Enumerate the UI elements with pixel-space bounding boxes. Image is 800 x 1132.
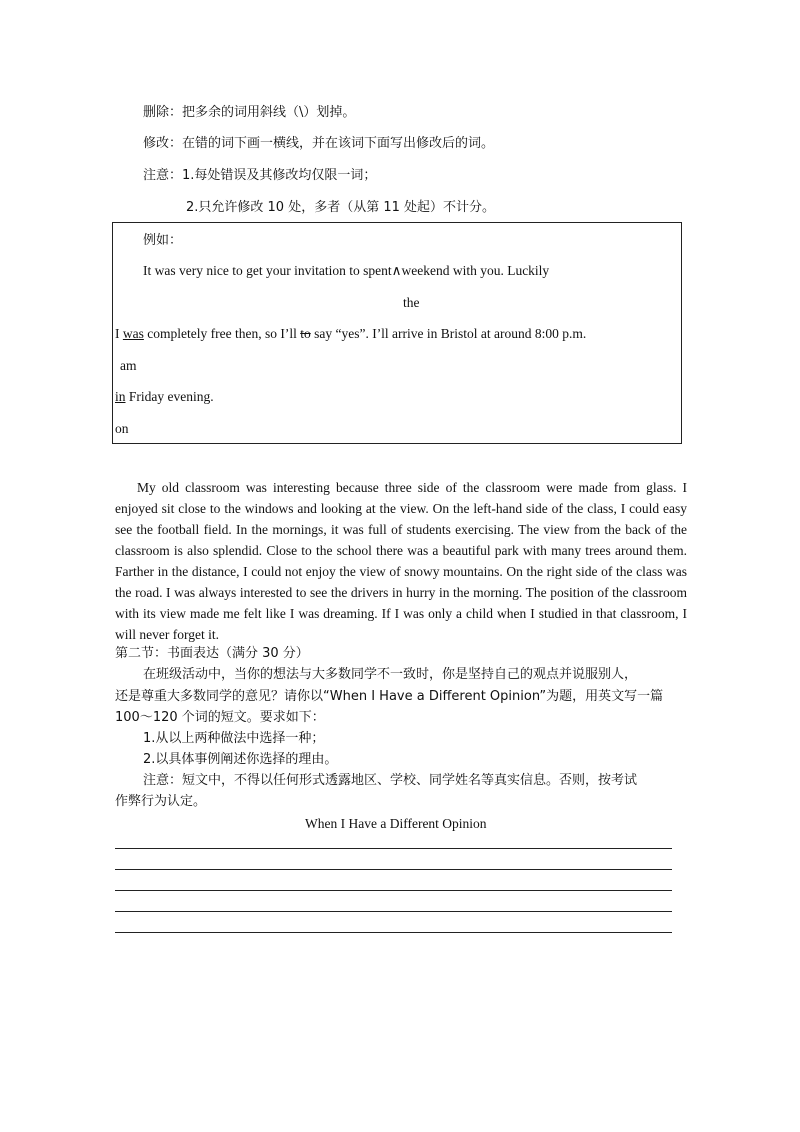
prompt-line-1: 在班级活动中，当你的想法与大多数同学不一致时，你是坚持自己的观点并说服别人， [143, 667, 638, 682]
requirement-1: 1.从以上两种做法中选择一种； [143, 731, 325, 746]
example-line-3-end: Friday evening. [125, 389, 214, 404]
correction-am: am [120, 358, 137, 373]
note-line-2: 作弊行为认定。 [115, 794, 207, 809]
answer-line[interactable] [115, 890, 672, 891]
example-line-3 [115, 388, 214, 406]
prompt-line-3: 100～120 个词的短文。要求如下： [115, 710, 325, 725]
underlined-wrong-word-2: in [115, 389, 126, 404]
correction-on: on [115, 421, 129, 436]
prompt-line-2: 还是尊重大多数同学的意见？请你以“When I Have a Different Opinion”为题，用英文写一篇 [115, 689, 664, 704]
instruction-note-1: 注意：1.每处错误及其修改均仅限一词； [143, 168, 377, 183]
insert-caret: ∧ [391, 263, 402, 278]
struck-extra-word: to [300, 326, 311, 341]
inserted-word: the [403, 295, 420, 310]
error-correction-passage [115, 477, 687, 645]
example-label: 例如： [143, 233, 183, 248]
example-line-2 [115, 325, 586, 343]
passage-text: My old classroom was interesting because three side of the classroom were made from glass. I enjoyed sit close to the windows and looking at the view. On the left-hand side of the class, I could easy see the football field. In the mornings, it was full of students exercising. The view from the back of the classroom is also splendid. Close to the school there was a beautiful park with many trees around them. Farther in the distance, I could not enjoy the view of snowy mountains. On the right side of the class was the road. I was always interested to see the drivers in hurry in the morning. The position of the classroom with its view made me felt like I was dreaming. If I was only a child when I studied in that classroom, I will never forget it. [115, 480, 687, 642]
example-line-1 [143, 262, 549, 280]
section-2-heading: 第二节：书面表达（满分 30 分） [115, 646, 309, 661]
answer-line[interactable] [115, 848, 672, 849]
answer-line[interactable] [115, 869, 672, 870]
answer-line[interactable] [115, 911, 672, 912]
essay-title: When I Have a Different Opinion [305, 816, 487, 831]
example-line-2-start: I [115, 326, 123, 341]
example-line-2-mid: completely free then, so I’ll [143, 326, 301, 341]
example-line-2-end: say “yes”. I’ll arrive in Bristol at around 8:00 p.m. [310, 326, 587, 341]
note-line-1: 注意：短文中，不得以任何形式透露地区、学校、同学姓名等真实信息。否则，按考试 [143, 773, 638, 788]
requirement-2: 2.以具体事例阐述你选择的理由。 [143, 752, 338, 767]
example-line-1-end: weekend with you. Luckily [401, 263, 550, 278]
example-line-1-start: It was very nice to get your invitation to spent [143, 263, 392, 278]
underlined-wrong-word: was [122, 326, 144, 341]
answer-line[interactable] [115, 932, 672, 933]
instruction-modify: 修改：在错的词下画一横线，并在该词下面写出修改后的词。 [143, 136, 495, 151]
instruction-note-2: 2.只允许修改 10 处，多者（从第 11 处起）不计分。 [186, 200, 496, 215]
instruction-delete: 删除：把多余的词用斜线（\）划掉。 [143, 105, 356, 120]
